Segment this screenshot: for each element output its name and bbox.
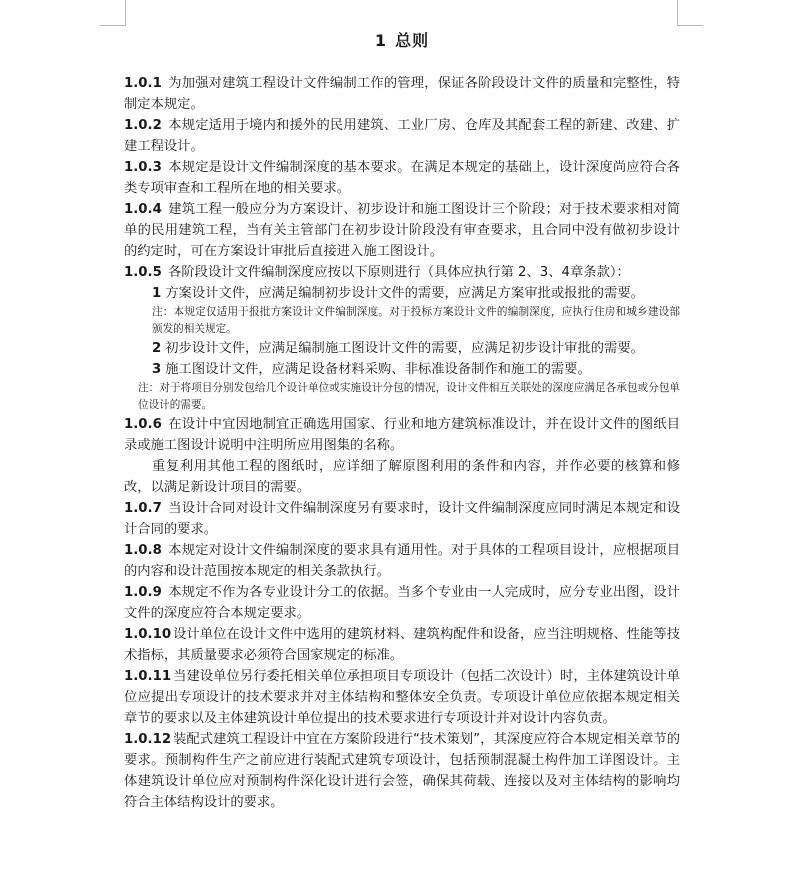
clause-1-0-8 — [124, 540, 680, 582]
item-text: 初步设计文件，应满足编制施工图设计文件的需要，应满足初步设计审批的需要。 — [165, 341, 644, 356]
clause-number: 1.0.1 — [124, 76, 162, 91]
clause-number: 1.0.10 — [124, 627, 172, 642]
item-text: 方案设计文件，应满足编制初步设计文件的需要，应满足方案审批或报批的需要。 — [165, 286, 644, 301]
clause-1-0-4 — [124, 199, 680, 262]
item-number: 3 — [152, 362, 162, 377]
chapter-name: 总则 — [395, 31, 430, 50]
crop-mark-top-left-horizontal — [100, 25, 126, 26]
clause-number: 1.0.3 — [124, 160, 162, 175]
clause-number: 1.0.9 — [124, 585, 162, 600]
document-page — [124, 22, 680, 813]
item-number: 1 — [152, 286, 162, 301]
clause-1-0-5-item-1 — [124, 283, 680, 304]
item-text: 施工图设计文件，应满足设备材料采购、非标准设备制作和施工的需要。 — [165, 362, 591, 377]
clause-number: 1.0.5 — [124, 265, 162, 280]
crop-mark-top-right-horizontal — [677, 25, 703, 26]
clause-1-0-6 — [124, 414, 680, 456]
clause-1-0-10 — [124, 624, 680, 666]
clause-1-0-2 — [124, 115, 680, 157]
clause-1-0-5-note-1: 注：本规定仅适用于报批方案设计文件编制深度。对于投标方案设计文件的编制深度，应执行住房和城乡建设部颁发的相关规定。 — [152, 306, 680, 335]
clause-text: 装配式建筑工程设计中宜在方案阶段进行“技术策划”，其深度应符合本规定相关章节的要求。预制构件生产之前应进行装配式建筑专项设计，包括预制混凝土构件加工详图设计。主体建筑设计单位应对预制构件深化设计进行会签，确保其荷载、连接以及对主体结构的影响均符合主体结构设计的要求。 — [124, 732, 680, 810]
clause-1-0-11 — [124, 666, 680, 729]
clause-text: 当建设单位另行委托相关单位承担项目专项设计（包括二次设计）时，主体建筑设计单位应提出专项设计的技术要求并对主体结构和整体安全负责。专项设计单位应依据本规定相关章节的要求以及主体建筑设计单位提出的技术要求进行专项设计并对设计内容负责。 — [124, 669, 680, 726]
chapter-title — [124, 28, 680, 51]
clause-text: 本规定是设计文件编制深度的基本要求。在满足本规定的基础上，设计深度尚应符合各类专项审查和工程所在地的相关要求。 — [124, 160, 680, 196]
clause-number: 1.0.12 — [124, 732, 172, 747]
clause-1-0-9 — [124, 582, 680, 624]
clause-1-0-7 — [124, 498, 680, 540]
clause-number: 1.0.6 — [124, 417, 162, 432]
clause-number: 1.0.7 — [124, 501, 162, 516]
clause-1-0-5-item-3 — [124, 359, 680, 380]
clause-text: 为加强对建筑工程设计文件编制工作的管理，保证各阶段设计文件的质量和完整性，特制定本规定。 — [124, 76, 680, 112]
chapter-number: 1 — [374, 31, 388, 50]
clause-text: 本规定不作为各专业设计分工的依据。当多个专业由一人完成时，应分专业出图，设计文件的深度应符合本规定要求。 — [124, 585, 680, 621]
clause-text: 各阶段设计文件编制深度应按以下原则进行（具体应执行第 2、3、4章条款）： — [168, 265, 630, 280]
clause-text: 本规定适用于境内和援外的民用建筑、工业厂房、仓库及其配套工程的新建、改建、扩建工程设计。 — [124, 118, 680, 154]
clause-number: 1.0.4 — [124, 202, 162, 217]
item-number: 2 — [152, 341, 162, 356]
clause-1-0-12 — [124, 729, 680, 813]
clause-number: 1.0.8 — [124, 543, 162, 558]
clause-text: 在设计中宜因地制宜正确选用国家、行业和地方建筑标准设计，并在设计文件的图纸目录或施工图设计说明中注明所应用图集的名称。 — [124, 417, 680, 453]
clause-text: 当设计合同对设计文件编制深度另有要求时，设计文件编制深度应同时满足本规定和设计合同的要求。 — [124, 501, 680, 537]
clause-1-0-3 — [124, 157, 680, 199]
clause-1-0-5-note-2: 注：对于将项目分别发包给几个设计单位或实施设计分包的情况，设计文件相互关联处的深度应满足各承包或分包单位设计的需要。 — [138, 382, 680, 411]
clause-text: 建筑工程一般应分为方案设计、初步设计和施工图设计三个阶段；对于技术要求相对简单的民用建筑工程，当有关主管部门在初步设计阶段没有审查要求，且合同中没有做初步设计的约定时，可在方案设计审批后直接进入施工图设计。 — [124, 202, 680, 259]
clause-text: 设计单位在设计文件中选用的建筑材料、建筑构配件和设备，应当注明规格、性能等技术指标，其质量要求必须符合国家规定的标准。 — [124, 627, 680, 663]
clause-number: 1.0.11 — [124, 669, 172, 684]
clause-number: 1.0.2 — [124, 118, 162, 133]
clause-1-0-1 — [124, 73, 680, 115]
clause-1-0-5-item-2 — [124, 338, 680, 359]
clause-text: 本规定对设计文件编制深度的要求具有通用性。对于具体的工程项目设计，应根据项目的内容和设计范围按本规定的相关条款执行。 — [124, 543, 680, 579]
clause-1-0-6-paragraph-2: 重复利用其他工程的图纸时，应详细了解原图利用的条件和内容，并作必要的核算和修改，以满足新设计项目的需要。 — [124, 459, 680, 495]
clause-1-0-5 — [124, 262, 680, 283]
